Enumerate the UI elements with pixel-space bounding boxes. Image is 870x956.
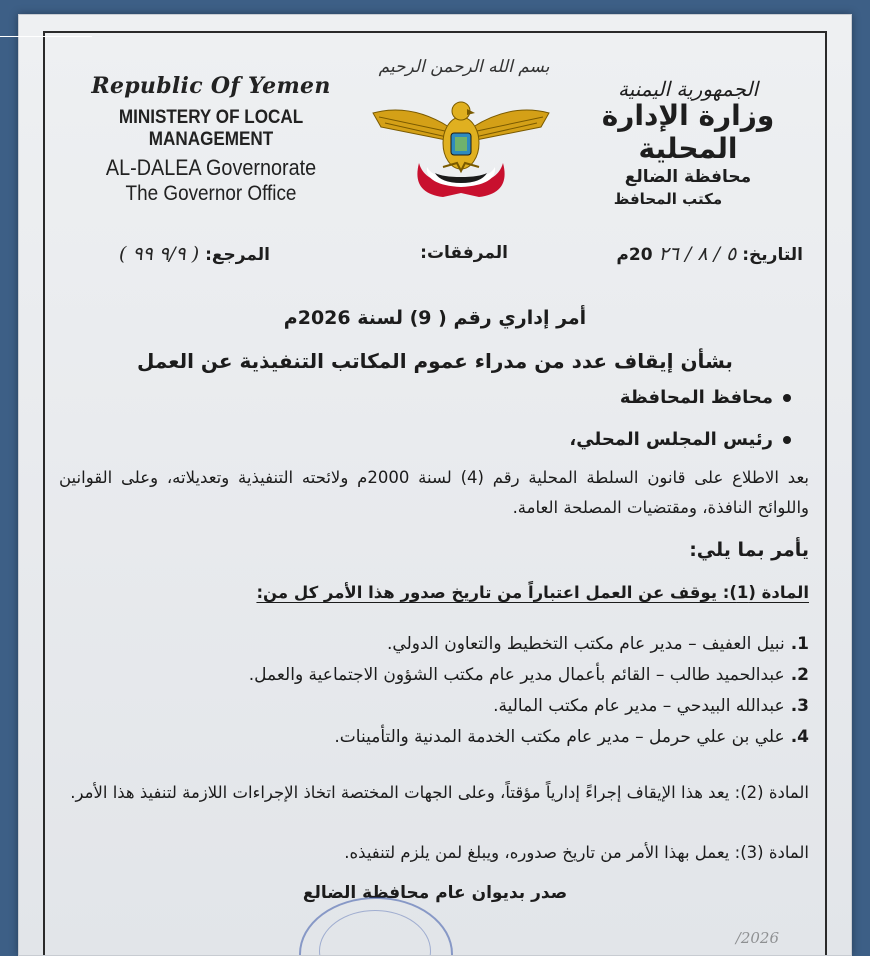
item-number: 4. [790, 727, 809, 747]
order-heading: يأمر بما يلي: [689, 539, 809, 561]
suspended-list [59, 629, 809, 753]
reference-label: المرجع: [205, 245, 270, 265]
bottom-date-partial: 2026/ [735, 929, 779, 947]
issued-line: صدر بديوان عام محافظة الضالع [302, 883, 568, 903]
date-value: ٥ / ٨ / ٢٦ [658, 243, 737, 265]
bullet-icon [783, 394, 791, 402]
header-ministry: MINISTERY OF LOCAL MANAGEMENT [118, 107, 304, 150]
date-label: التاريخ: [742, 245, 803, 265]
english-header [71, 73, 351, 206]
item-text: علي بن علي حرمل – مدير عام مكتب الخدمة المدنية والتأمينات. [334, 727, 785, 747]
recipient-item [491, 429, 791, 450]
bullet-icon [783, 436, 791, 444]
header-ministry-ar: وزارة الإدارة المحلية [601, 99, 775, 165]
yemen-eagle-emblem-icon [371, 93, 551, 203]
list-item [59, 629, 809, 660]
header-republic: Republic Of Yemen [91, 73, 331, 99]
list-item [59, 660, 809, 691]
article-3: المادة (3): يعمل بهذا الأمر من تاريخ صدوره، ويبلغ لمن يلزم لتنفيذه. [344, 843, 809, 862]
item-number: 1. [790, 634, 809, 654]
item-number: 2. [790, 665, 809, 685]
date-suffix: 20م [616, 245, 653, 265]
header-office: The Governor Office [125, 182, 297, 205]
recipient-text: محافظ المحافظة [619, 387, 773, 408]
header-governorate: AL-DALEA Governorate [105, 155, 317, 180]
basmala-calligraphy: بسم الله الرحمن الرحيم [378, 57, 550, 77]
attachments-label: المرفقات: [420, 243, 508, 263]
preamble-paragraph: بعد الاطلاع على قانون السلطة المحلية رقم (4) لسنة 2000م ولائحته التنفيذية وتعديلاته، وعلى القوانين واللوائح النافذة، ومقتضيات المصلحة العامة. [59, 468, 810, 517]
recipient-text: رئيس المجلس المحلي، [569, 429, 773, 450]
date-field [616, 243, 803, 265]
arabic-header [573, 77, 803, 208]
order-subject: بشأن إيقاف عدد من مدراء عموم المكاتب التنفيذية عن العمل [137, 349, 733, 373]
item-text: عبدالحميد طالب – القائم بأعمال مدير عام مكتب الشؤون الاجتماعية والعمل. [248, 665, 785, 685]
list-item [59, 691, 809, 722]
header-governorate-ar: محافظة الضالع [624, 167, 752, 187]
recipient-item [491, 387, 791, 408]
scan-artifact [0, 36, 92, 37]
reference-field [119, 243, 270, 265]
reference-row [119, 243, 803, 271]
item-number: 3. [790, 696, 809, 716]
item-text: نبيل العفيف – مدير عام مكتب التخطيط والتعاون الدولي. [387, 634, 785, 654]
attachments-field [420, 243, 508, 263]
document-sheet [18, 14, 852, 956]
header-office-ar: مكتب المحافظ [613, 190, 723, 208]
reference-value: ( ٩/٩ ٩٩ ) [119, 243, 200, 265]
article-2: المادة (2): يعد هذا الإيقاف إجراءً إدارياً مؤقتاً، وعلى الجهات المختصة اتخاذ الإجراءات اللازمة لتنفيذ هذا الأمر. [70, 783, 809, 802]
list-item [59, 722, 809, 753]
order-title: أمر إداري رقم ( 9) لسنة 2026م [283, 307, 587, 329]
header-republic-ar: الجمهورية اليمنية [617, 77, 759, 101]
article-1: المادة (1): يوقف عن العمل اعتباراً من تاريخ صدور هذا الأمر كل من: [256, 583, 809, 602]
item-text: عبدالله البيدحي – مدير عام مكتب المالية. [493, 696, 785, 716]
